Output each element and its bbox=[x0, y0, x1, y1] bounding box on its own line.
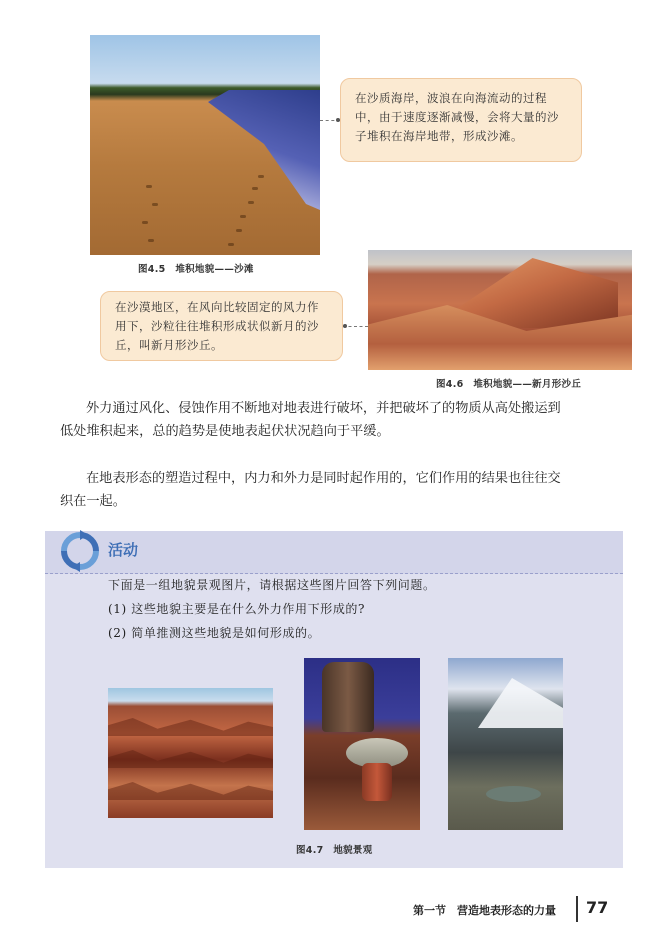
canyon-landform-photo bbox=[108, 688, 273, 818]
body-paragraph-2: 在地表形态的塑造过程中，内力和外力是同时起作用的，它们作用的结果也往往交织在一起。 bbox=[60, 471, 561, 509]
beach-photo bbox=[90, 35, 320, 255]
activity-title: 活动 bbox=[108, 541, 139, 559]
footer-divider bbox=[576, 896, 578, 922]
body-paragraph-1: 外力通过风化、侵蚀作用不断地对地表进行破坏，并把破坏了的物质从高处搬运到低处堆积起来，总的趋势是使地表起伏状况趋向于平缓。 bbox=[60, 401, 561, 439]
activity-intro: 下面是一组地貌景观图片，请根据这些图片回答下列问题。 bbox=[108, 578, 436, 592]
figure-caption-4-6: 图4.6 堆积地貌——新月形沙丘 bbox=[436, 379, 582, 390]
figure-caption-4-7: 图4.7 地貌景观 bbox=[296, 845, 373, 856]
figure-caption-4-5: 图4.5 堆积地貌——沙滩 bbox=[138, 264, 254, 275]
activity-question-2: (2) 简单推测这些地貌是如何形成的。 bbox=[108, 626, 321, 640]
cycle-arrows-icon bbox=[58, 529, 102, 573]
glacial-mountain-photo bbox=[448, 658, 563, 830]
dune-callout: 在沙漠地区，在风向比较固定的风力作用下，沙粒往往堆积形成状似新月的沙丘，叫新月形沙丘。 bbox=[100, 291, 343, 361]
beach-callout: 在沙质海岸，波浪在向海流动的过程中，由于速度逐渐减慢，会将大量的沙子堆积在海岸地带，形成沙滩。 bbox=[340, 78, 582, 162]
mushroom-rock-photo bbox=[304, 658, 420, 830]
section-footer: 第一节 营造地表形态的力量 bbox=[413, 904, 556, 917]
page-number: 77 bbox=[586, 898, 609, 917]
activity-question-1: (1) 这些地貌主要是在什么外力作用下形成的? bbox=[108, 602, 366, 616]
dunes-photo bbox=[368, 250, 632, 370]
leader-dot bbox=[343, 324, 347, 328]
